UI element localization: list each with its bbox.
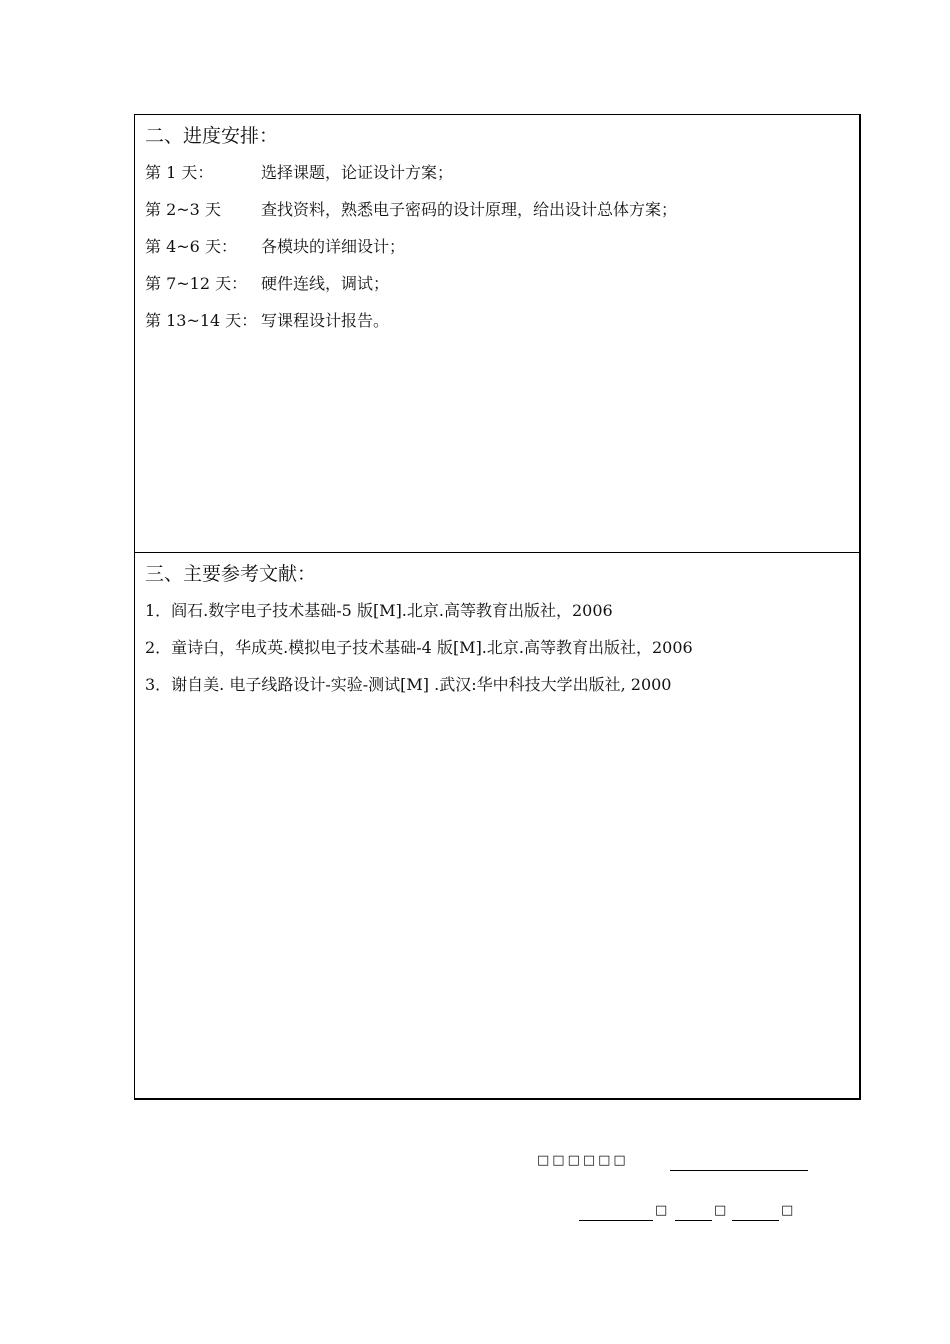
schedule-task: 选择课题，论证设计方案； — [261, 163, 454, 182]
assignment-form-table — [134, 114, 861, 1100]
schedule-day: 第 4~6 天： — [145, 237, 237, 256]
month-line[interactable] — [675, 1220, 712, 1221]
year-unit: □ — [655, 1203, 668, 1218]
schedule-day: 第 2~3 天 — [145, 200, 221, 219]
day-line[interactable] — [732, 1220, 779, 1221]
year-line[interactable] — [579, 1220, 653, 1221]
day-unit: □ — [781, 1203, 794, 1218]
reference-item: 2．童诗白，华成英.模拟电子技术基础-4 版[M].北京.高等教育出版社，2006 — [145, 638, 693, 657]
schedule-day: 第 13~14 天： — [145, 311, 258, 330]
signature-line[interactable] — [670, 1170, 808, 1171]
schedule-task: 硬件连线，调试； — [261, 274, 390, 293]
schedule-section — [135, 115, 859, 553]
schedule-title: 二、进度安排： — [145, 125, 279, 147]
schedule-task: 写课程设计报告。 — [261, 311, 390, 330]
schedule-row — [145, 237, 859, 274]
schedule-row — [145, 311, 859, 348]
schedule-task: 各模块的详细设计； — [261, 237, 406, 256]
schedule-row — [145, 163, 859, 200]
schedule-row — [145, 274, 859, 311]
schedule-day: 第 1 天： — [145, 163, 214, 182]
schedule-task: 查找资料，熟悉电子密码的设计原理，给出设计总体方案； — [261, 200, 678, 219]
schedule-day: 第 7~12 天： — [145, 274, 248, 293]
schedule-row — [145, 200, 859, 237]
reference-item: 1．阎石.数字电子技术基础-5 版[M].北京.高等教育出版社，2006 — [145, 601, 613, 620]
signature-label: □□□□□□ — [537, 1153, 629, 1168]
month-unit: □ — [714, 1203, 727, 1218]
references-title: 三、主要参考文献： — [145, 563, 317, 585]
reference-item: 3．谢自美. 电子线路设计-实验-测试[M] .武汉:华中科技大学出版社, 2000 — [145, 675, 672, 694]
references-section — [135, 553, 859, 1099]
